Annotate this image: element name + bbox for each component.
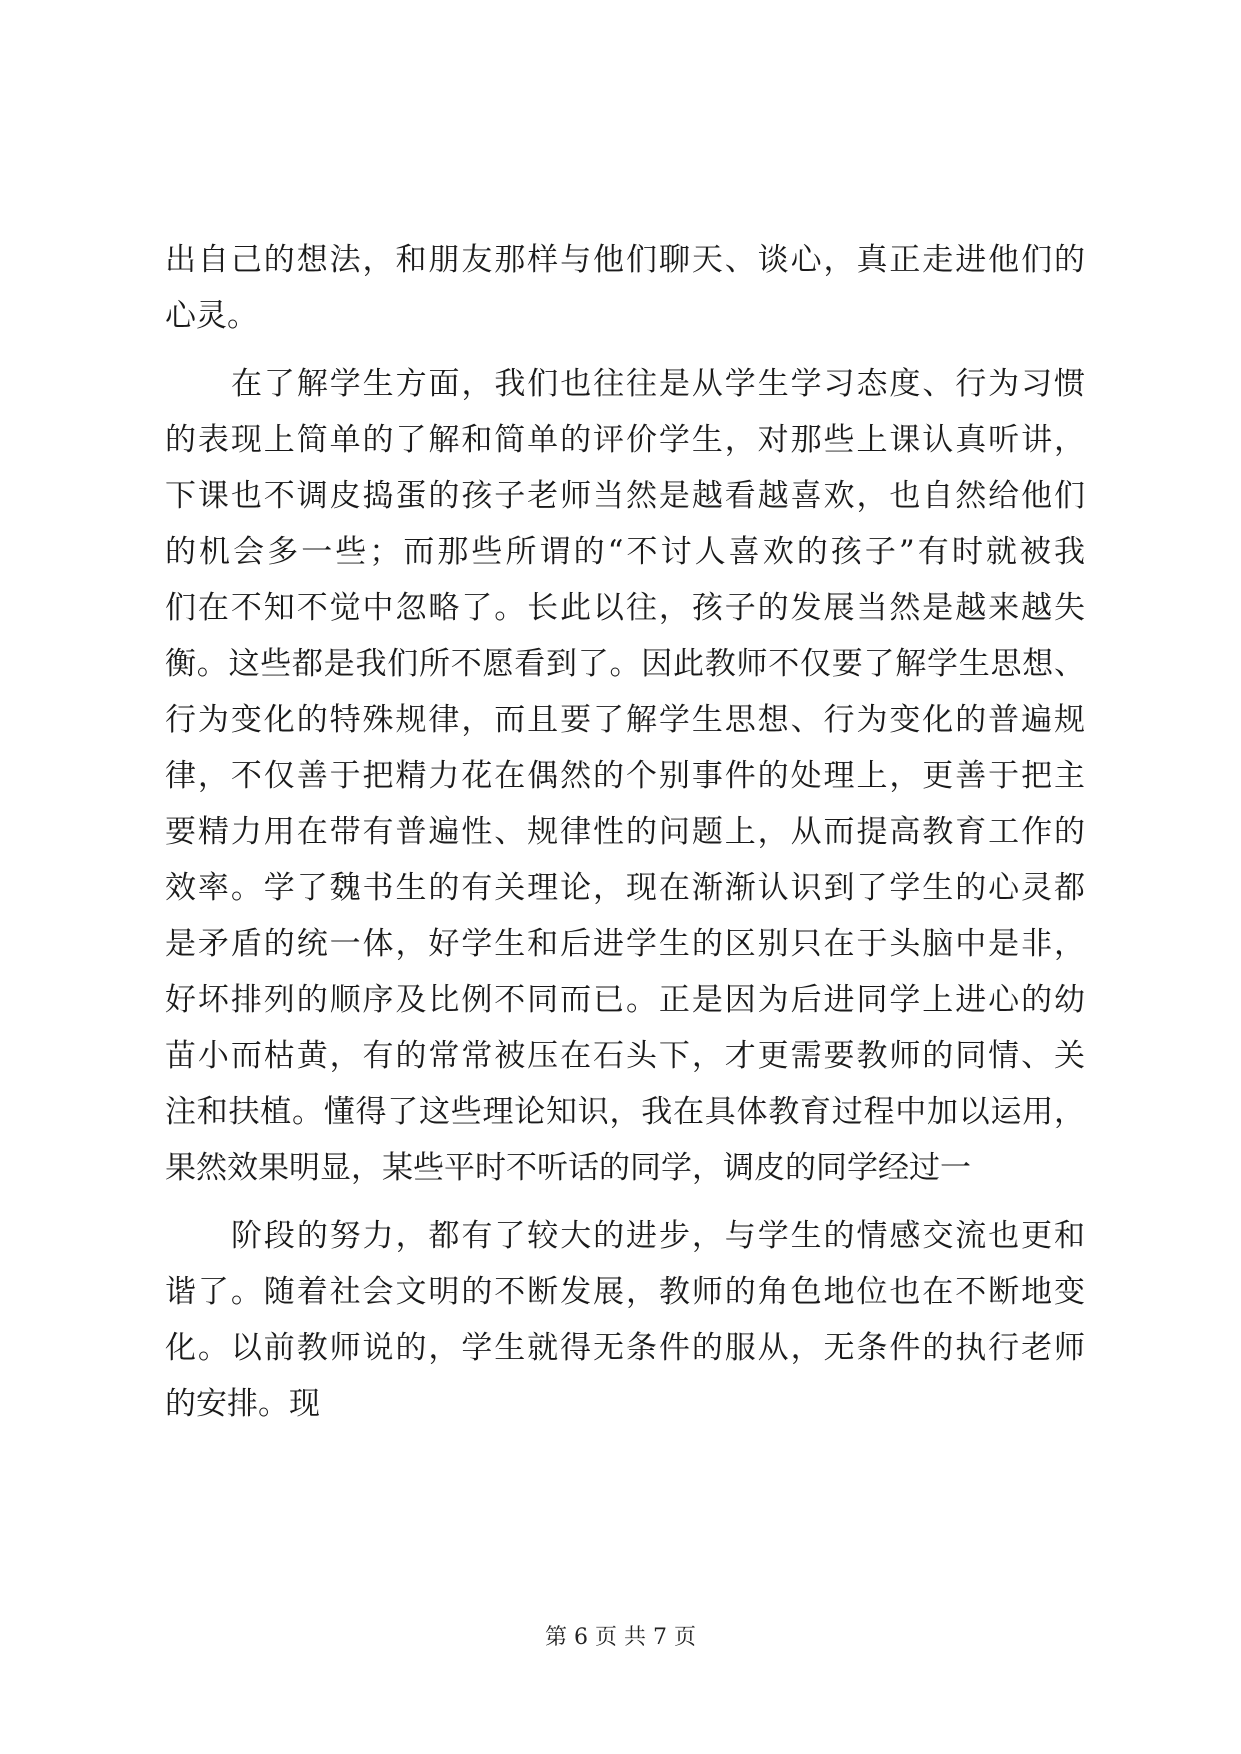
text-line: 化。以前教师说的，学生就得无条件的服从，无条件的执行老师 bbox=[165, 1330, 1085, 1366]
text-line: 们在不知不觉中忽略了。长此以往，孩子的发展当然是越来越失 bbox=[165, 590, 1085, 626]
text-line: 在了解学生方面，我们也往往是从学生学习态度、行为习惯 bbox=[231, 366, 1085, 402]
text-line: 的机会多一些；而那些所谓的“不讨人喜欢的孩子”有时就被我 bbox=[165, 534, 1085, 570]
text-line: 出自己的想法，和朋友那样与他们聊天、谈心，真正走进他们的 bbox=[165, 242, 1085, 278]
text-line: 阶段的努力，都有了较大的进步，与学生的情感交流也更和 bbox=[231, 1218, 1085, 1254]
text-line: 下课也不调皮捣蛋的孩子老师当然是越看越喜欢，也自然给他们 bbox=[165, 478, 1085, 514]
text-line: 果然效果明显，某些平时不听话的同学，调皮的同学经过一 bbox=[165, 1150, 971, 1186]
text-line: 行为变化的特殊规律，而且要了解学生思想、行为变化的普遍规 bbox=[165, 702, 1085, 738]
text-line: 苗小而枯黄，有的常常被压在石头下，才更需要教师的同情、关 bbox=[165, 1038, 1085, 1074]
text-line: 谐了。随着社会文明的不断发展，教师的角色地位也在不断地变 bbox=[165, 1274, 1085, 1310]
text-line: 效率。学了魏书生的有关理论，现在渐渐认识到了学生的心灵都 bbox=[165, 870, 1085, 906]
text-line: 好坏排列的顺序及比例不同而已。正是因为后进同学上进心的幼 bbox=[165, 982, 1085, 1018]
text-line: 衡。这些都是我们所不愿看到了。因此教师不仅要了解学生思想、 bbox=[165, 646, 1085, 682]
page-number: 第 6 页 共 7 页 bbox=[545, 1625, 696, 1650]
text-line: 要精力用在带有普遍性、规律性的问题上，从而提高教育工作的 bbox=[165, 814, 1085, 850]
text-line: 是矛盾的统一体，好学生和后进学生的区别只在于头脑中是非， bbox=[165, 926, 1085, 962]
text-line: 心灵。 bbox=[165, 298, 258, 334]
text-line: 的安排。现 bbox=[165, 1386, 320, 1422]
text-line: 的表现上简单的了解和简单的评价学生，对那些上课认真听讲， bbox=[165, 422, 1085, 458]
text-line: 律，不仅善于把精力花在偶然的个别事件的处理上，更善于把主 bbox=[165, 758, 1085, 794]
text-line: 注和扶植。懂得了这些理论知识，我在具体教育过程中加以运用， bbox=[165, 1094, 1085, 1130]
